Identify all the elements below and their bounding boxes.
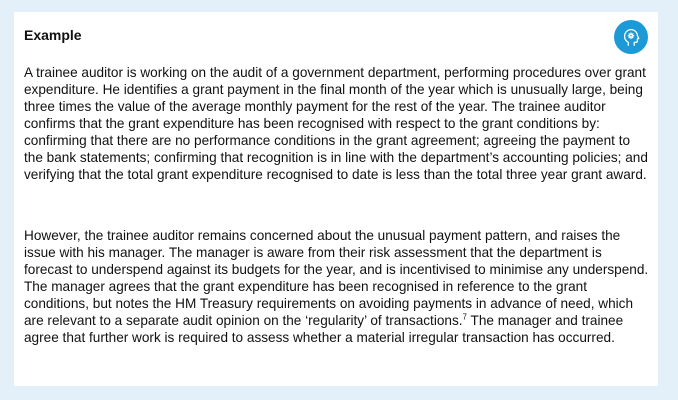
example-paragraph-1: A trainee auditor is working on the audit of a government department, performing procedures over grant expenditure. He identifies a grant payment in the final month of the year which is unusually large, being three times the value of the average monthly payment for the rest of the year. The trainee auditor confirms that the grant expenditure has been recognised with respect to the grant conditions by: confirming that there are no performance conditions in the grant agreement; agreeing the payment to the bank statements; confirming that recognition is in line with the department’s accounting policies; and verifying that the total grant expenditure recognised to date is less than the total three year grant award.: [24, 65, 648, 182]
example-title: Example: [24, 27, 82, 43]
head-gear-icon: [614, 20, 648, 54]
paragraph-2-text-b: The manager and trainee agree that further work is required to assess whether a material irregular transaction has occurred.: [24, 313, 624, 345]
example-paragraph-2: [24, 227, 650, 346]
footnote-reference[interactable]: 7: [462, 312, 467, 322]
example-box: [14, 12, 658, 386]
paragraph-2-text-a: However, the trainee auditor remains concerned about the unusual payment pattern, and raises the issue with his manager. The manager is aware from their risk assessment that the department is forecast to underspend against its budgets for the year, and is incentivised to minimise any underspend. The manager agrees that the grant expenditure has been recognised in reference to the grant conditions, but notes the HM Treasury requirements on avoiding payments in advance of need, which are relevant to a separate audit opinion on the ‘regularity’ of transactions.: [24, 228, 649, 328]
